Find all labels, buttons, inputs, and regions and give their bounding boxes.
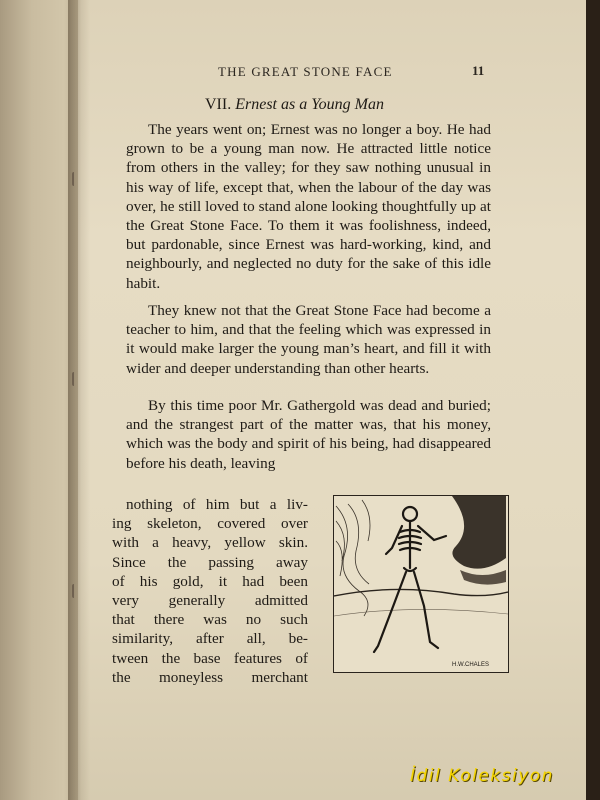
chapter-name: Ernest as a Young Man: [235, 96, 384, 113]
page-number: 11: [472, 63, 485, 78]
chapter-number: VII.: [205, 96, 232, 113]
binding-stitch: [72, 584, 84, 598]
binding-stitch: [72, 372, 84, 386]
background-edge: [586, 0, 600, 800]
paragraph: The years went on; Ernest was no longer a boy. He had grown to be a young man now. He attracted little notice from others in the valley; for they saw nothing unusual in his way of life, except that, when the labour of the day was over, he still loved to stand alone looking thoughtfully up at the Great Stone Face. To them it was foolishness, indeed, but pardonable, since Ernest was hard-working, kind, and neighbourly, and neglected no duty for the sake of this idle habit.: [126, 121, 491, 292]
skeleton-figure-icon: [334, 496, 508, 672]
text-line: very generally admitted: [112, 592, 308, 610]
text-line: that there was no such: [112, 611, 308, 629]
text-line: the moneyless merchant: [112, 668, 308, 686]
text-line: ing skeleton, covered over: [112, 515, 308, 533]
text-line: of his gold, it had been: [112, 572, 308, 590]
chapter-title: [205, 96, 384, 114]
watermark: İdil Koleksiyon: [410, 766, 554, 786]
illustration-signature: H.W.CHALES: [452, 662, 490, 668]
running-head: THE GREAT STONE FACE: [218, 64, 393, 79]
paragraph: They knew not that the Great Stone Face had become a teacher to him, and that the feeling which was expressed in it would make larger the young man’s heart, and fill it with wider and deeper understanding than other hearts.: [126, 302, 491, 377]
text-line: tween the base features of: [112, 649, 308, 667]
skeleton-illustration: [333, 495, 509, 673]
paragraph-wrapped: [112, 495, 308, 687]
text-line: Since the passing away: [112, 553, 308, 571]
text-line: similarity, after all, be-: [112, 630, 308, 648]
paragraph: By this time poor Mr. Gathergold was dead and buried; and the strangest part of the matter was, that his money, which was the body and spirit of his being, had disappeared before his death, leaving: [126, 397, 491, 472]
binding-stitch: [72, 172, 84, 186]
text-line: with a heavy, yellow skin.: [112, 534, 308, 552]
text-line: nothing of him but a liv-: [126, 496, 308, 513]
book-gutter: [68, 0, 90, 800]
